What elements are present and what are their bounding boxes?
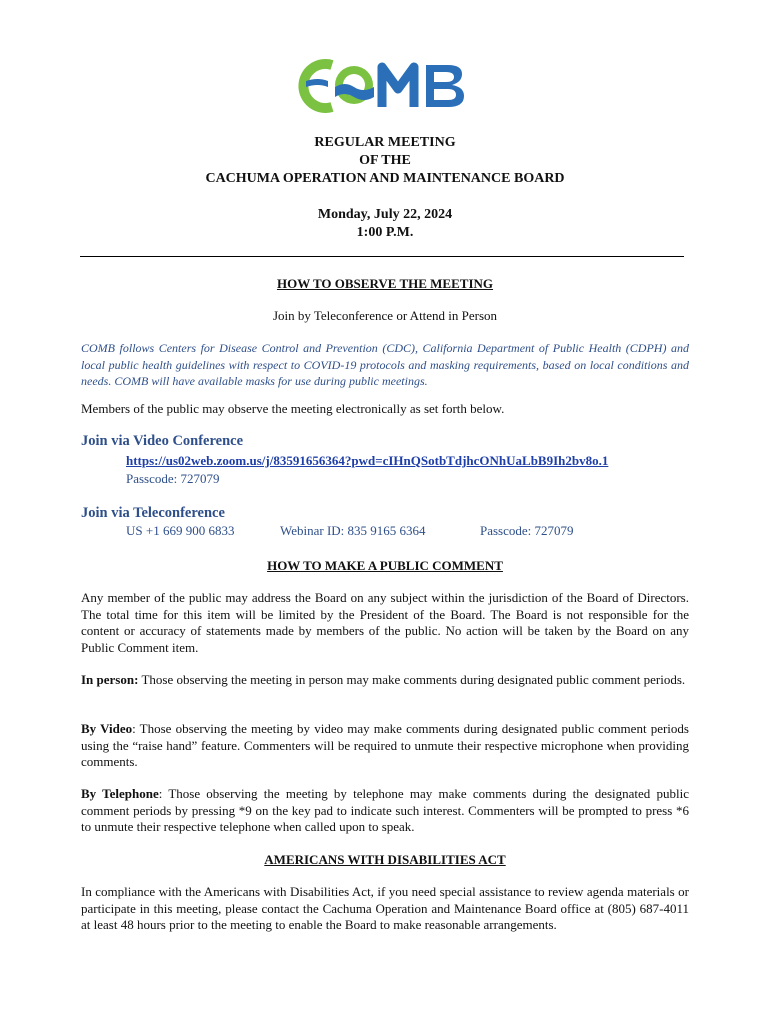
meeting-title xyxy=(0,134,770,188)
in-person-text: Those observing the meeting in person may make comments during designated public comment periods. xyxy=(138,672,686,687)
header-divider xyxy=(80,256,684,257)
meeting-date: Monday, July 22, 2024 xyxy=(317,207,453,222)
video-passcode: Passcode: 727079 xyxy=(126,471,220,486)
ada-heading: AMERICANS WITH DISABILITIES ACT xyxy=(264,852,506,867)
comb-logo xyxy=(298,57,474,113)
in-person-comment xyxy=(81,672,689,689)
by-video-label: By Video xyxy=(81,721,133,736)
by-video-text: : Those observing the meeting by video may make comments during designated public comment periods using the “raise hand” feature. Commenters will be required to unmute their respective microphone when providing comments. xyxy=(81,721,689,769)
teleconference-heading: Join via Teleconference xyxy=(81,505,225,521)
tele-phone-number: US +1 669 900 6833 xyxy=(126,523,235,538)
tele-webinar-id: Webinar ID: 835 9165 6364 xyxy=(280,523,426,538)
observe-subtitle: Join by Teleconference or Attend in Person xyxy=(272,308,498,323)
covid-notice: COMB follows Centers for Disease Control and Prevention (CDC), California Department of Public Health (CDPH) and local public health guidelines with respect to COVID-19 protocols and masking requirements, based on local conditions and needs. COMB will have available masks for use during public meetings. xyxy=(81,341,689,388)
zoom-meeting-link[interactable]: https://us02web.zoom.us/j/83591656364?pwd=cIHnQSotbTdjhcONhUaLbB9Ih2bv8o.1 xyxy=(126,453,609,468)
tele-passcode: Passcode: 727079 xyxy=(480,523,574,538)
in-person-label: In person: xyxy=(81,672,139,687)
telephone-comment xyxy=(81,786,689,836)
meeting-time: 1:00 P.M. xyxy=(356,225,414,240)
public-comment-intro: Any member of the public may address the Board on any subject within the jurisdiction of the Board of Directors. The total time for this item will be limited by the President of the Board. The Board is not responsible for the content or accuracy of statements made by members of the public. No action will be taken by the Board on any Public Comment item. xyxy=(81,590,689,655)
title-line-3: CACHUMA OPERATION AND MAINTENANCE BOARD xyxy=(205,171,565,186)
comb-logo-graphic xyxy=(298,57,474,113)
ada-text: In compliance with the Americans with Disabilities Act, if you need special assistance to review agenda materials or participate in this meeting, please contact the Cachuma Operation and Maintenance Board office at (805) 687-4011 at least 48 hours prior to the meeting to enable the Board to make reasonable arrangements. xyxy=(81,884,689,932)
observe-heading: HOW TO OBSERVE THE MEETING xyxy=(276,276,494,291)
by-telephone-text: : Those observing the meeting by telephone may make comments during the designated public comment periods by pressing *9 on the key pad to indicate such interest. Commenters will be prompted to press *6 to unmute their respective telephone when called upon to speak. xyxy=(81,786,689,834)
video-comment xyxy=(81,721,689,771)
meeting-datetime xyxy=(0,206,770,242)
video-conference-heading: Join via Video Conference xyxy=(81,433,244,449)
observe-members-text: Members of the public may observe the meeting electronically as set forth below. xyxy=(81,401,505,416)
public-comment-heading: HOW TO MAKE A PUBLIC COMMENT xyxy=(267,558,503,573)
by-telephone-label: By Telephone xyxy=(81,786,159,801)
title-line-1: REGULAR MEETING xyxy=(314,135,456,150)
title-line-2: OF THE xyxy=(359,153,411,168)
zoom-link-row xyxy=(126,453,608,469)
